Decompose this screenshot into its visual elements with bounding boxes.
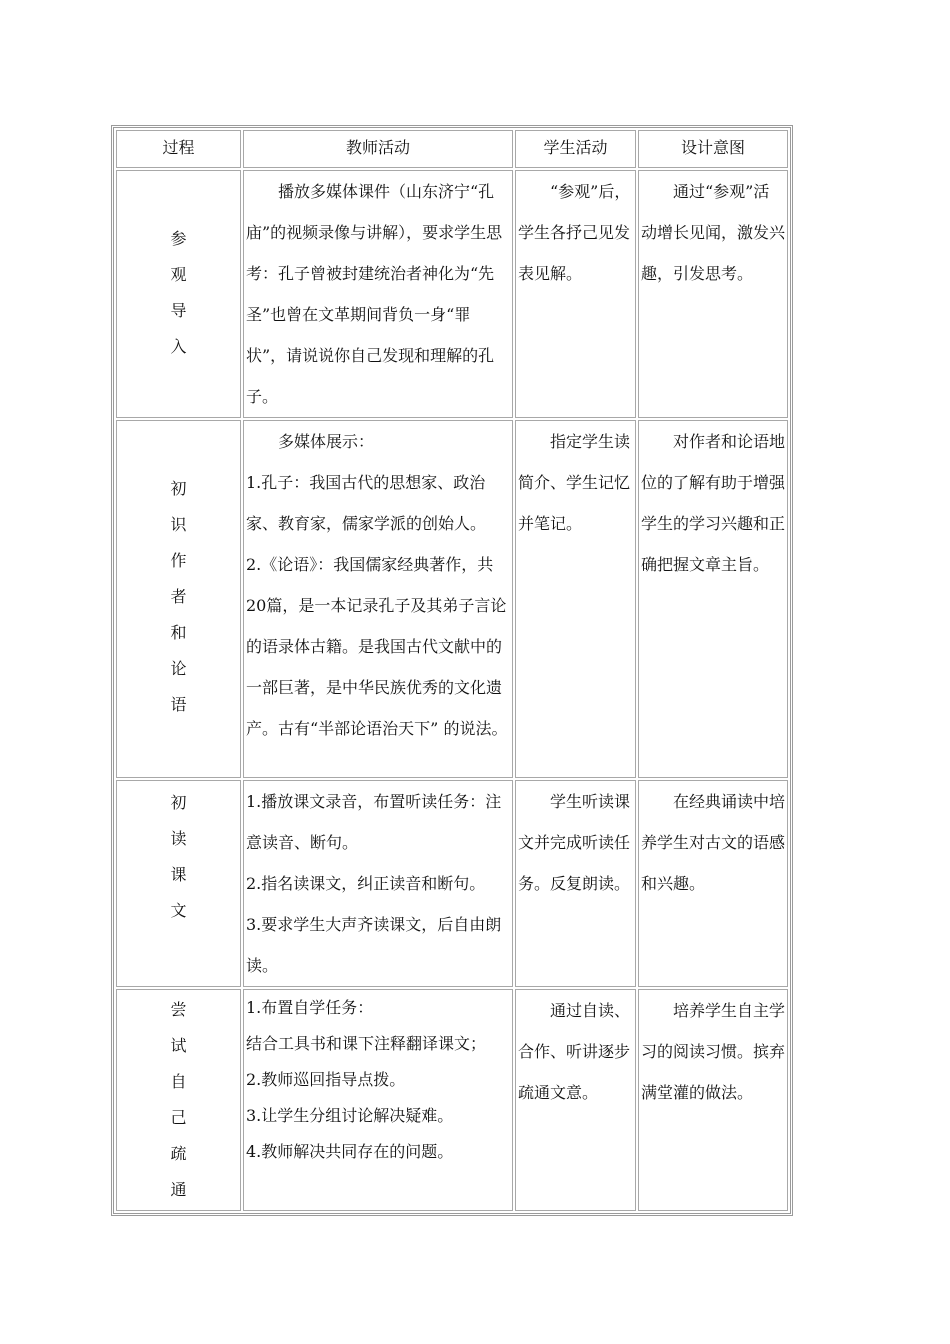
stage-cell bbox=[116, 170, 241, 418]
student-activity-cell bbox=[515, 780, 636, 987]
stage-cell bbox=[116, 420, 241, 778]
stage-char: 识 bbox=[170, 515, 187, 534]
stage-char: 者 bbox=[170, 587, 187, 606]
teacher-activity-text: 多媒体展示： bbox=[278, 432, 375, 451]
stage-char: 试 bbox=[170, 1036, 187, 1055]
teacher-activity-text: 3.让学生分组讨论解决疑难。 bbox=[246, 1106, 454, 1125]
stage-char: 参 bbox=[170, 229, 187, 248]
design-intent-text: 对作者和论语地位的了解有助于增强学生的学习兴趣和正确把握文章主旨。 bbox=[641, 432, 786, 574]
design-intent-cell bbox=[638, 989, 788, 1211]
design-intent-text: 培养学生自主学习的阅读习惯。摈弃满堂灌的做法。 bbox=[641, 1001, 786, 1102]
teacher-activity-cell bbox=[243, 420, 513, 778]
stage-char: 观 bbox=[170, 265, 187, 284]
student-activity-cell bbox=[515, 989, 636, 1211]
teacher-activity-text: 3.要求学生大声齐读课文，后自由朗读。 bbox=[246, 915, 502, 975]
design-intent-text: 在经典诵读中培养学生对古文的语感和兴趣。 bbox=[641, 792, 786, 893]
teacher-activity-text: 1.播放课文录音，布置听读任务：注意读音、断句。 bbox=[246, 792, 502, 852]
stage-char: 入 bbox=[170, 337, 187, 356]
teacher-activity-cell bbox=[243, 989, 513, 1211]
student-activity-text: 指定学生读简介、学生记忆并笔记。 bbox=[518, 432, 631, 533]
teacher-activity-text: 4.教师解决共同存在的问题。 bbox=[246, 1142, 454, 1161]
stage-char: 文 bbox=[170, 901, 187, 920]
design-intent-cell bbox=[638, 170, 788, 418]
table-row bbox=[116, 989, 788, 1211]
stage-char: 初 bbox=[170, 793, 187, 812]
header-teacher-activity: 教师活动 bbox=[243, 130, 513, 168]
stage-char: 通 bbox=[170, 1180, 187, 1199]
student-activity-cell bbox=[515, 170, 636, 418]
stage-char: 己 bbox=[170, 1108, 187, 1127]
stage-char: 读 bbox=[170, 829, 187, 848]
stage-cell bbox=[116, 989, 241, 1211]
design-intent-text: 通过“参观”活动增长见闻，激发兴趣，引发思考。 bbox=[641, 182, 786, 283]
design-intent-cell bbox=[638, 420, 788, 778]
teacher-activity-text: 播放多媒体课件（山东济宁“孔庙”的视频录像与讲解），要求学生思考：孔子曾被封建统治者神化为“先圣”也曾在文革期间背负一身“罪状”，请说说你自己发现和理解的孔子。 bbox=[246, 182, 503, 406]
teacher-activity-text: 2.《论语》：我国儒家经典著作，共20篇，是一本记录孔子及其弟子言论的语录体古籍。是我国古代文献中的一部巨著，是中华民族优秀的文化遗产。古有“半部论语治天下” 的说法。 bbox=[246, 555, 508, 738]
stage-char: 疏 bbox=[170, 1144, 187, 1163]
stage-char: 语 bbox=[170, 695, 187, 714]
teacher-activity-text: 2.教师巡回指导点拨。 bbox=[246, 1070, 406, 1089]
teacher-activity-text: 结合工具书和课下注释翻译课文； bbox=[246, 1034, 487, 1053]
student-activity-text: 通过自读、合作、听讲逐步疏通文意。 bbox=[518, 1001, 631, 1102]
header-row bbox=[116, 130, 788, 168]
stage-char: 尝 bbox=[170, 1000, 187, 1019]
teacher-activity-cell bbox=[243, 780, 513, 987]
teacher-activity-text: 2.指名读课文，纠正读音和断句。 bbox=[246, 874, 486, 893]
header-design-intent: 设计意图 bbox=[638, 130, 788, 168]
table-row bbox=[116, 420, 788, 778]
stage-char: 作 bbox=[170, 551, 187, 570]
header-student-activity: 学生活动 bbox=[515, 130, 636, 168]
stage-char: 论 bbox=[170, 659, 187, 678]
teacher-activity-text: 1.孔子：我国古代的思想家、政治家、教育家，儒家学派的创始人。 bbox=[246, 473, 487, 533]
table-row bbox=[116, 170, 788, 418]
stage-cell bbox=[116, 780, 241, 987]
teacher-activity-cell bbox=[243, 170, 513, 418]
student-activity-text: 学生听读课文并完成听读任务。反复朗读。 bbox=[518, 792, 631, 893]
lesson-plan-table bbox=[111, 125, 793, 1216]
stage-char: 导 bbox=[170, 301, 187, 320]
student-activity-cell bbox=[515, 420, 636, 778]
stage-char: 自 bbox=[170, 1072, 187, 1091]
stage-char: 初 bbox=[170, 479, 187, 498]
table-row bbox=[116, 780, 788, 987]
design-intent-cell bbox=[638, 780, 788, 987]
stage-char: 和 bbox=[170, 623, 187, 642]
header-process: 过程 bbox=[116, 130, 241, 168]
stage-char: 课 bbox=[170, 865, 187, 884]
student-activity-text: “参观”后，学生各抒己见发表见解。 bbox=[518, 182, 631, 283]
teacher-activity-text: 1.布置自学任务： bbox=[246, 998, 374, 1017]
